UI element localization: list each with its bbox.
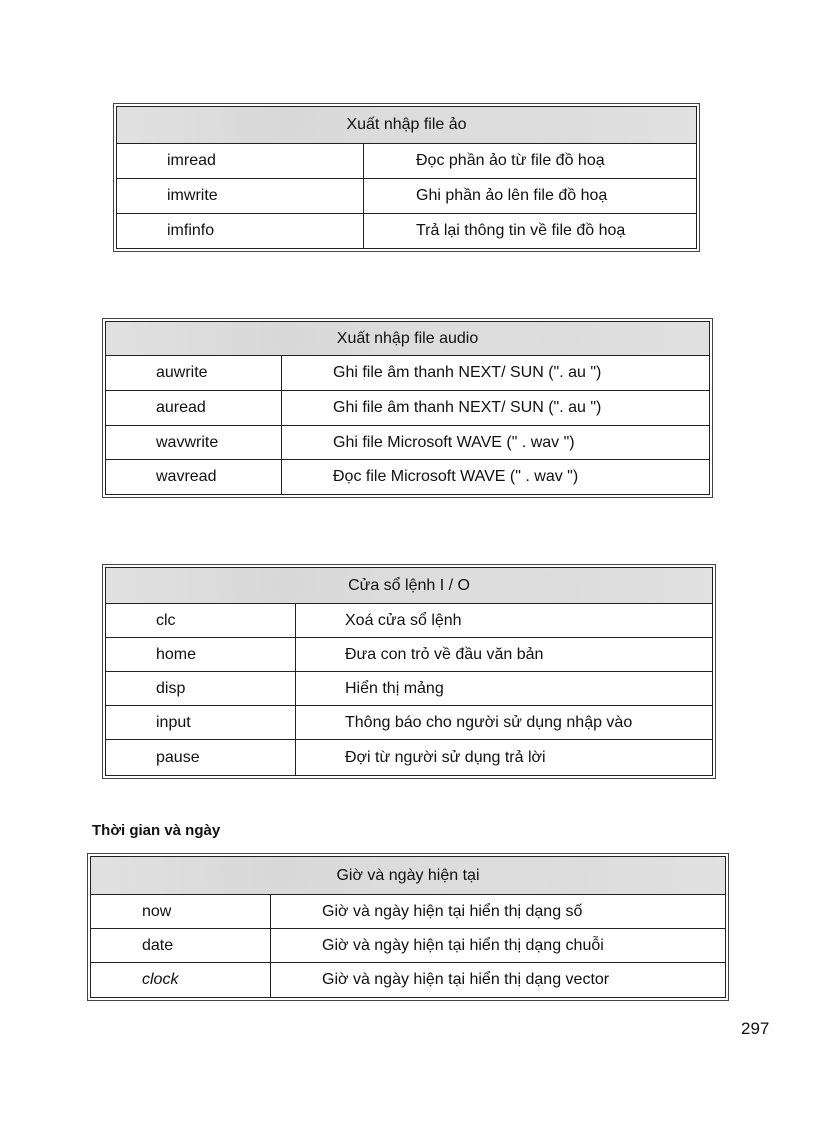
description-cell: Ghi file âm thanh NEXT/ SUN (". au ") (333, 364, 602, 381)
table-row (106, 672, 712, 706)
command-cell: auread (156, 399, 206, 416)
command-cell: imwrite (167, 187, 218, 204)
table-header (117, 107, 696, 144)
table-row (106, 604, 712, 638)
description-cell: Thông báo cho người sử dụng nhập vào (345, 713, 633, 731)
table-title: Xuất nhập file audio (336, 329, 479, 347)
table-title: Xuất nhập file ảo (346, 116, 467, 133)
description-cell: Giờ và ngày hiện tại hiển thị dạng vector (322, 971, 610, 988)
table-row (106, 356, 709, 391)
command-cell: home (156, 645, 197, 663)
description-cell: Ghi phần ảo lên file đồ hoạ (416, 187, 608, 204)
table-row (91, 929, 725, 963)
table-title: Giờ và ngày hiện tại (336, 866, 480, 884)
command-cell: input (156, 713, 191, 731)
description-cell: Ghi file âm thanh NEXT/ SUN (". au ") (333, 399, 602, 416)
table-header (106, 322, 709, 356)
description-cell: Hiển thị mảng (345, 679, 444, 697)
description-cell: Giờ và ngày hiện tại hiển thị dạng chuỗi (322, 936, 604, 954)
table-audio-file-io (105, 321, 710, 495)
description-cell: Đọc file Microsoft WAVE (" . wav ") (333, 468, 579, 485)
description-cell: Ghi file Microsoft WAVE (" . wav ") (333, 433, 575, 451)
command-cell: pause (156, 748, 200, 766)
description-cell: Đưa con trỏ về đầu văn bản (345, 645, 544, 663)
command-cell: wavread (156, 468, 217, 485)
table-title: Cửa sổ lệnh I / O (348, 576, 470, 594)
table-row (106, 426, 709, 460)
description-cell: Đợi từ người sử dụng trả lời (345, 748, 546, 766)
table-date-time (90, 856, 726, 998)
command-cell: disp (156, 679, 186, 697)
command-cell: imread (167, 152, 216, 169)
table-header (106, 568, 712, 604)
description-cell: Trả lại thông tin về file đồ hoạ (416, 222, 626, 239)
description-cell: Giờ và ngày hiện tại hiển thị dạng số (322, 902, 583, 920)
command-cell: clc (156, 611, 176, 629)
table-virtual-file-io (116, 106, 697, 249)
table-row (106, 460, 709, 494)
table-row (106, 391, 709, 426)
table-row (91, 963, 725, 997)
table-row (91, 895, 725, 929)
description-cell: Xoá cửa sổ lệnh (345, 611, 462, 629)
command-cell: auwrite (156, 364, 208, 381)
command-cell: wavwrite (156, 433, 219, 451)
command-cell: clock (142, 971, 179, 988)
table-command-window-io (105, 567, 713, 776)
table-row (117, 214, 696, 248)
command-cell: imfinfo (167, 222, 215, 239)
description-cell: Đọc phần ảo từ file đồ hoạ (416, 152, 605, 169)
table-row (117, 179, 696, 214)
section-heading: Thời gian và ngày (92, 822, 221, 839)
command-cell: date (142, 936, 174, 954)
table-row (106, 706, 712, 740)
command-cell: now (142, 902, 172, 920)
table-row (106, 638, 712, 672)
page-number: 297 (741, 1019, 770, 1038)
table-row (106, 740, 712, 775)
table-row (117, 144, 696, 179)
table-header (91, 857, 725, 895)
